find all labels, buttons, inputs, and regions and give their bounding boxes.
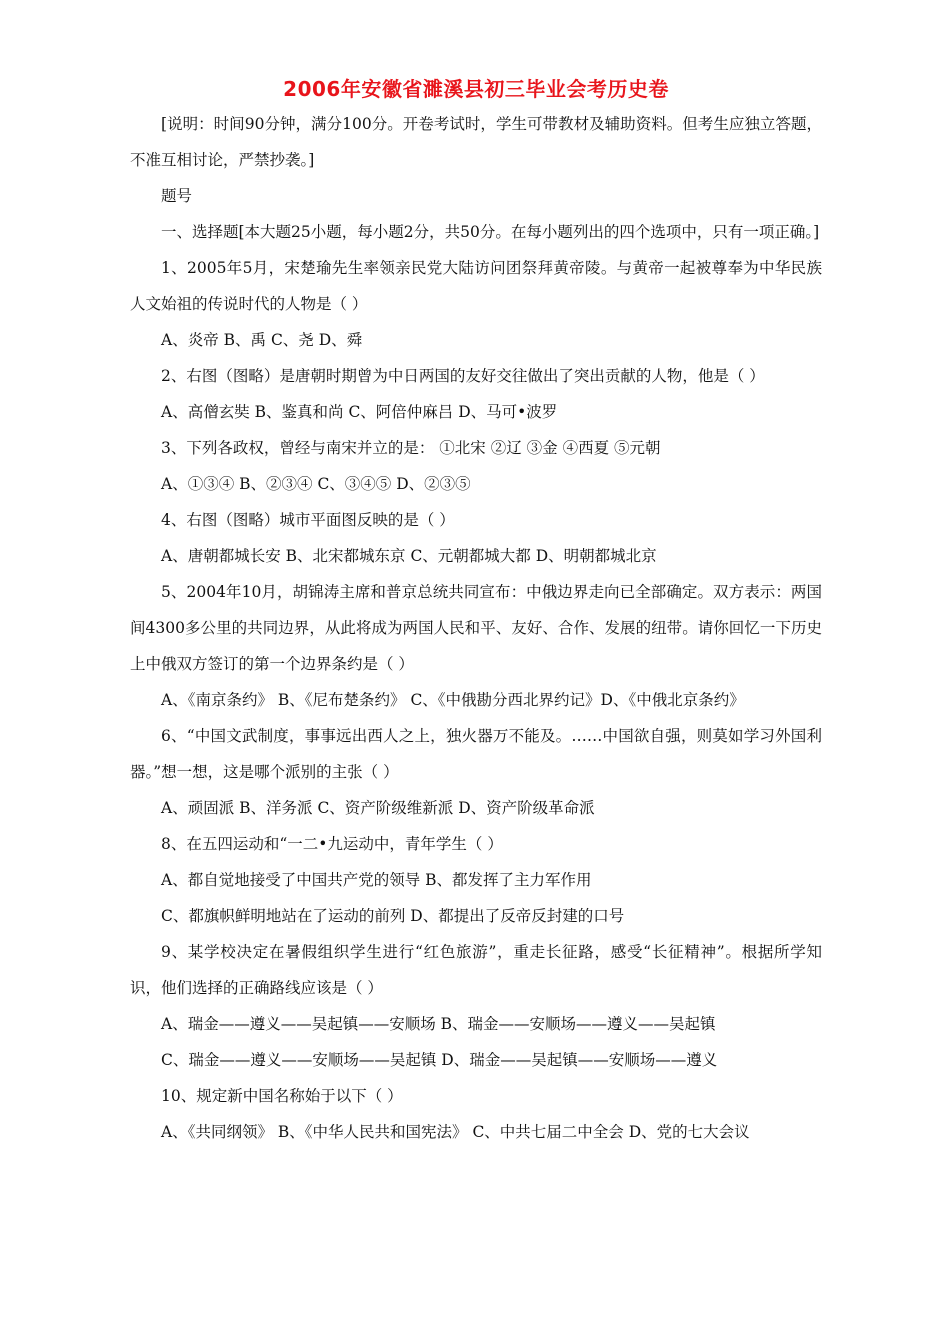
question-options: A、瑞金——遵义——吴起镇——安顺场 B、瑞金——安顺场——遵义——吴起镇 — [161, 1015, 716, 1033]
question-stem: 4、右图（图略）城市平面图反映的是（ ） — [161, 511, 455, 529]
question-options: A、《南京条约》 B、《尼布楚条约》 C、《中俄勘分西北界约记》D、《中俄北京条约》 — [161, 691, 745, 709]
page-title: 2006年安徽省濉溪县初三毕业会考历史卷 — [283, 77, 669, 101]
exam-page — [130, 72, 822, 1150]
question-options: A、炎帝 B、禹 C、尧 D、舜 — [161, 331, 363, 349]
question-options: A、都自觉地接受了中国共产党的领导 B、都发挥了主力军作用 — [161, 871, 592, 889]
instructions: [说明：时间90分钟，满分100分。开卷考试时，学生可带教材及辅助资料。但考生应独立答题，不准互相讨论，严禁抄袭。] — [130, 115, 822, 169]
question-options: A、唐朝都城长安 B、北宋都城东京 C、元朝都城大都 D、明朝都城北京 — [161, 547, 657, 565]
question-options: A、高僧玄奘 B、鉴真和尚 C、阿倍仲麻吕 D、马可•波罗 — [161, 403, 558, 421]
section-heading: 一、选择题[本大题25小题，每小题2分，共50分。在每小题列出的四个选项中，只有一项正确。] — [161, 223, 820, 241]
question-stem: 10、规定新中国名称始于以下（ ） — [161, 1087, 403, 1105]
question-stem: 9、某学校决定在暑假组织学生进行“红色旅游”，重走长征路，感受“长征精神”。根据所学知识，他们选择的正确路线应该是（ ） — [130, 943, 822, 997]
question-options: A、顽固派 B、洋务派 C、资产阶级维新派 D、资产阶级革命派 — [161, 799, 595, 817]
question-stem: 3、下列各政权，曾经与南宋并立的是： ①北宋 ②辽 ③金 ④西夏 ⑤元朝 — [161, 439, 661, 457]
question-stem: 8、在五四运动和“一二•九运动中，青年学生（ ） — [161, 835, 503, 853]
question-stem: 1、2005年5月，宋楚瑜先生率领亲民党大陆访问团祭拜黄帝陵。与黄帝一起被尊奉为中华民族人文始祖的传说时代的人物是（ ） — [130, 259, 822, 313]
question-options: A、①③④ B、②③④ C、③④⑤ D、②③⑤ — [161, 475, 471, 493]
question-options: C、都旗帜鲜明地站在了运动的前列 D、都提出了反帝反封建的口号 — [161, 907, 625, 925]
question-options: A、《共同纲领》 B、《中华人民共和国宪法》 C、中共七届二中全会 D、党的七大会议 — [161, 1123, 750, 1141]
question-number-label: 题号 — [161, 187, 193, 205]
question-stem: 2、右图（图略）是唐朝时期曾为中日两国的友好交往做出了突出贡献的人物，他是（ ） — [161, 367, 765, 385]
question-options: C、瑞金——遵义——安顺场——吴起镇 D、瑞金——吴起镇——安顺场——遵义 — [161, 1051, 718, 1069]
question-stem: 5、2004年10月，胡锦涛主席和普京总统共同宣布：中俄边界走向已全部确定。双方表示：两国间4300多公里的共同边界，从此将成为两国人民和平、友好、合作、发展的纽带。请你回忆一下历史上中俄双方签订的第一个边界条约是（ ） — [130, 583, 822, 673]
question-stem: 6、“中国文武制度，事事远出西人之上，独火器万不能及。……中国欲自强，则莫如学习外国利器。”想一想，这是哪个派别的主张（ ） — [130, 727, 822, 781]
